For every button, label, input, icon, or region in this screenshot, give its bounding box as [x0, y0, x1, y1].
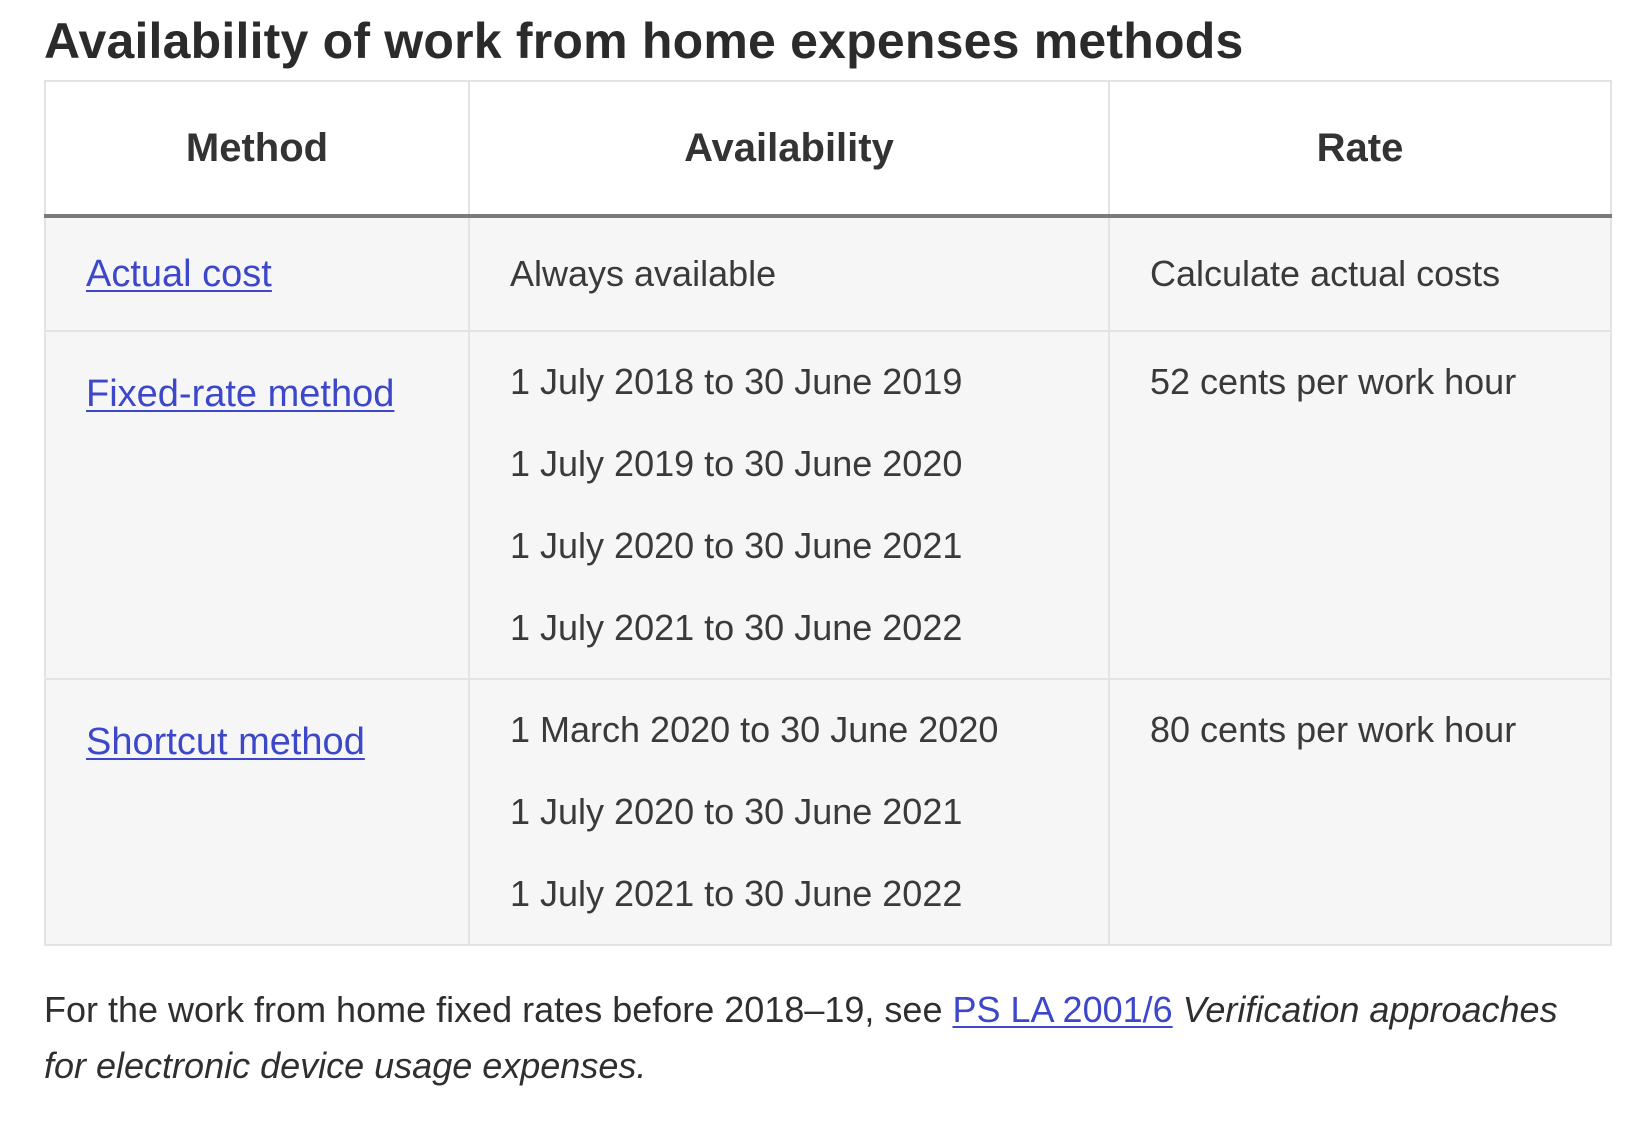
- column-header-availability: Availability: [469, 81, 1109, 216]
- column-header-rate: Rate: [1109, 81, 1611, 216]
- availability-list: [510, 708, 1088, 916]
- rate-cell: 80 cents per work hour: [1109, 679, 1611, 945]
- availability-item: 1 March 2020 to 30 June 2020: [510, 709, 999, 750]
- rate-cell: 52 cents per work hour: [1109, 331, 1611, 679]
- availability-item: 1 July 2020 to 30 June 2021: [510, 791, 963, 832]
- availability-item: 1 July 2019 to 30 June 2020: [510, 443, 963, 484]
- table-row-shortcut: [45, 679, 1611, 945]
- footnote-text: For the work from home fixed rates before 2018–19, see: [44, 989, 953, 1030]
- availability-item: 1 July 2018 to 30 June 2019: [510, 361, 963, 402]
- actual-cost-link[interactable]: Actual cost: [86, 253, 272, 295]
- availability-cell: [469, 679, 1109, 945]
- page-content: [44, 10, 1610, 1094]
- availability-item: 1 July 2021 to 30 June 2022: [510, 607, 963, 648]
- availability-list: [510, 252, 1088, 296]
- footnote-document-title: Verification approaches for electronic device usage expenses.: [44, 989, 1558, 1086]
- ps-la-link[interactable]: PS LA 2001/6: [952, 989, 1173, 1030]
- availability-list: [510, 360, 1088, 650]
- method-cell: [45, 679, 469, 945]
- column-header-method: Method: [45, 81, 469, 216]
- rate-cell: Calculate actual costs: [1109, 216, 1611, 331]
- table-header-row: [45, 81, 1611, 216]
- methods-table: [44, 80, 1612, 946]
- shortcut-method-link[interactable]: Shortcut method: [86, 721, 365, 763]
- availability-item: Always available: [510, 253, 777, 294]
- method-cell: [45, 216, 469, 331]
- footnote-paragraph: [44, 982, 1584, 1094]
- page-title: Availability of work from home expenses methods: [44, 13, 1244, 69]
- availability-item: 1 July 2021 to 30 June 2022: [510, 873, 963, 914]
- method-cell: [45, 331, 469, 679]
- table-row-fixed-rate: [45, 331, 1611, 679]
- table-row-actual-cost: [45, 216, 1611, 331]
- fixed-rate-method-link[interactable]: Fixed-rate method: [86, 373, 395, 415]
- availability-cell: [469, 216, 1109, 331]
- availability-item: 1 July 2020 to 30 June 2021: [510, 525, 963, 566]
- availability-cell: [469, 331, 1109, 679]
